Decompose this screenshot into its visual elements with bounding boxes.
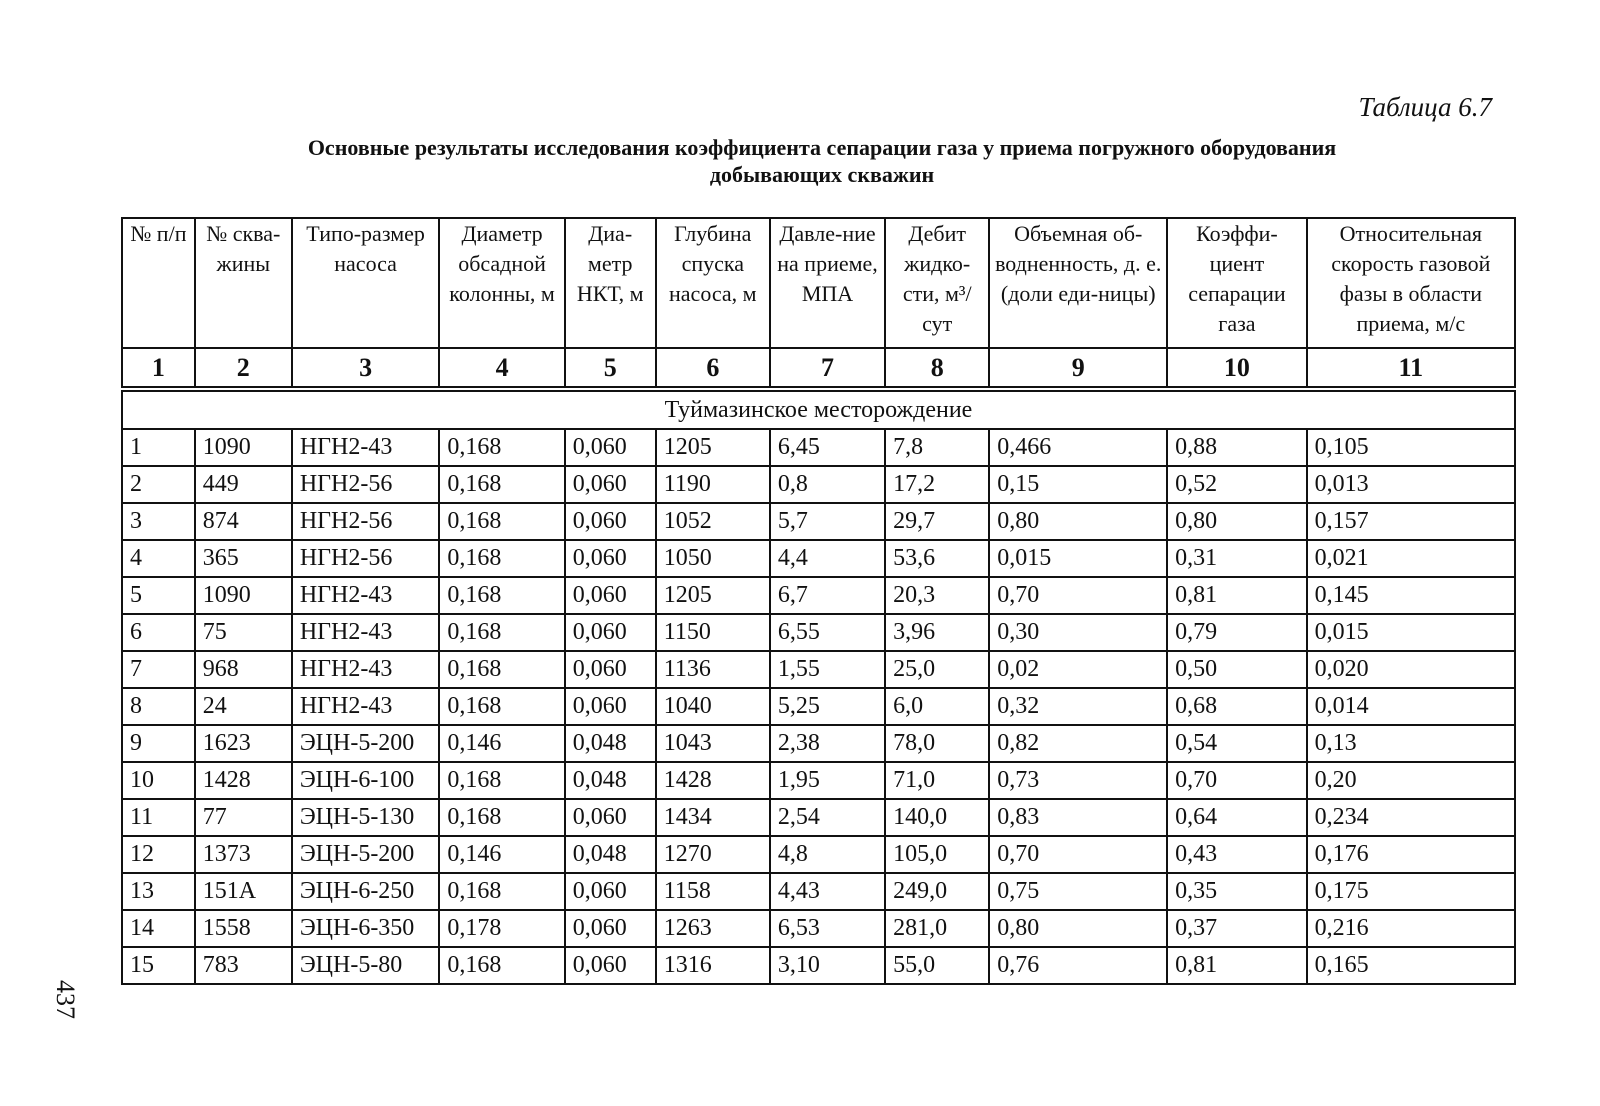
table-cell: 0,020 bbox=[1307, 651, 1515, 688]
table-cell: 0,68 bbox=[1167, 688, 1307, 725]
table-cell: ЭЦН-5-200 bbox=[292, 725, 440, 762]
table-cell: 78,0 bbox=[885, 725, 989, 762]
table-cell: 1,55 bbox=[770, 651, 885, 688]
table-cell: 0,81 bbox=[1167, 947, 1307, 984]
table-cell: 0,048 bbox=[565, 836, 656, 873]
table-cell: 0,168 bbox=[439, 503, 564, 540]
table-cell: 12 bbox=[122, 836, 195, 873]
table-row bbox=[122, 873, 1515, 910]
table-cell: 0,88 bbox=[1167, 429, 1307, 466]
table-cell: 1050 bbox=[656, 540, 770, 577]
table-cell: 0,060 bbox=[565, 429, 656, 466]
table-cell: 0,168 bbox=[439, 614, 564, 651]
table-cell: 0,216 bbox=[1307, 910, 1515, 947]
table-cell: 0,048 bbox=[565, 762, 656, 799]
table-cell: 24 bbox=[195, 688, 292, 725]
results-table bbox=[121, 217, 1516, 985]
table-cell: 0,80 bbox=[1167, 503, 1307, 540]
table-body bbox=[122, 429, 1515, 984]
table-cell: 5 bbox=[122, 577, 195, 614]
title-line-1: Основные результаты исследования коэффициента сепарации газа у приема погружного оборудования bbox=[307, 135, 1337, 160]
table-cell: 0,168 bbox=[439, 688, 564, 725]
table-cell: 3 bbox=[122, 503, 195, 540]
column-number-11: 11 bbox=[1307, 348, 1515, 389]
column-number-row bbox=[122, 348, 1515, 389]
table-cell: 0,81 bbox=[1167, 577, 1307, 614]
table-cell: 0,20 bbox=[1307, 762, 1515, 799]
table-cell: 0,168 bbox=[439, 651, 564, 688]
table-cell: 0,8 bbox=[770, 466, 885, 503]
table-cell: 6,7 bbox=[770, 577, 885, 614]
table-cell: 1205 bbox=[656, 577, 770, 614]
table-cell: ЭЦН-5-130 bbox=[292, 799, 440, 836]
table-cell: 0,76 bbox=[989, 947, 1167, 984]
column-header-11: Относительная скорость газовой фазы в области приема, м/с bbox=[1307, 218, 1515, 348]
table-cell: 0,32 bbox=[989, 688, 1167, 725]
table-cell: 0,80 bbox=[989, 910, 1167, 947]
table-cell: 1205 bbox=[656, 429, 770, 466]
table-row bbox=[122, 947, 1515, 984]
table-cell: 0,105 bbox=[1307, 429, 1515, 466]
table-cell: 0,168 bbox=[439, 429, 564, 466]
table-cell: 0,168 bbox=[439, 762, 564, 799]
table-cell: 0,43 bbox=[1167, 836, 1307, 873]
table-cell: 0,060 bbox=[565, 688, 656, 725]
column-number-10: 10 bbox=[1167, 348, 1307, 389]
table-cell: 1270 bbox=[656, 836, 770, 873]
table-caption: Таблица 6.7 bbox=[1358, 92, 1492, 122]
column-number-5: 5 bbox=[565, 348, 656, 389]
table-cell: 0,31 bbox=[1167, 540, 1307, 577]
table-cell: 1136 bbox=[656, 651, 770, 688]
table-cell: 0,52 bbox=[1167, 466, 1307, 503]
table-cell: 0,060 bbox=[565, 873, 656, 910]
table-cell: 11 bbox=[122, 799, 195, 836]
table-cell: 1,95 bbox=[770, 762, 885, 799]
table-cell: 0,146 bbox=[439, 725, 564, 762]
table-cell: 0,157 bbox=[1307, 503, 1515, 540]
table-cell: 0,35 bbox=[1167, 873, 1307, 910]
table-cell: 1428 bbox=[195, 762, 292, 799]
table-cell: 3,96 bbox=[885, 614, 989, 651]
table-cell: 1090 bbox=[195, 429, 292, 466]
table-row bbox=[122, 540, 1515, 577]
column-header-10: Коэффи-циент сепарации газа bbox=[1167, 218, 1307, 348]
table-cell: 4,8 bbox=[770, 836, 885, 873]
table-cell: ЭЦН-6-250 bbox=[292, 873, 440, 910]
table-cell: ЭЦН-6-350 bbox=[292, 910, 440, 947]
table-cell: 10 bbox=[122, 762, 195, 799]
table-cell: 29,7 bbox=[885, 503, 989, 540]
table-cell: 0,168 bbox=[439, 466, 564, 503]
table-row bbox=[122, 429, 1515, 466]
table-cell: ЭЦН-5-80 bbox=[292, 947, 440, 984]
table-cell: 0,50 bbox=[1167, 651, 1307, 688]
table-cell: 77 bbox=[195, 799, 292, 836]
table-cell: НГН2-43 bbox=[292, 429, 440, 466]
column-number-6: 6 bbox=[656, 348, 770, 389]
column-header-8: Дебит жидко-сти, м³/сут bbox=[885, 218, 989, 348]
table-cell: 0,02 bbox=[989, 651, 1167, 688]
table-cell: 1263 bbox=[656, 910, 770, 947]
table-cell: 15 bbox=[122, 947, 195, 984]
table-cell: 0,168 bbox=[439, 540, 564, 577]
table-cell: 75 bbox=[195, 614, 292, 651]
table-row bbox=[122, 577, 1515, 614]
column-header-9: Объемная об-водненность, д. е. (доли еди-ницы) bbox=[989, 218, 1167, 348]
table-cell: 0,060 bbox=[565, 614, 656, 651]
table-cell: 0,175 bbox=[1307, 873, 1515, 910]
table-cell: 449 bbox=[195, 466, 292, 503]
table-cell: 4 bbox=[122, 540, 195, 577]
table-cell: 1623 bbox=[195, 725, 292, 762]
table-cell: 0,165 bbox=[1307, 947, 1515, 984]
table-cell: 6,0 bbox=[885, 688, 989, 725]
table-cell: 1434 bbox=[656, 799, 770, 836]
table-cell: 14 bbox=[122, 910, 195, 947]
column-number-9: 9 bbox=[989, 348, 1167, 389]
table-cell: 8 bbox=[122, 688, 195, 725]
column-header-4: Диаметр обсадной колонны, м bbox=[439, 218, 564, 348]
table-cell: 0,146 bbox=[439, 836, 564, 873]
table-cell: 1040 bbox=[656, 688, 770, 725]
header-row bbox=[122, 218, 1515, 348]
table-cell: 0,73 bbox=[989, 762, 1167, 799]
table-cell: 0,014 bbox=[1307, 688, 1515, 725]
table-cell: 4,43 bbox=[770, 873, 885, 910]
table-cell: 783 bbox=[195, 947, 292, 984]
table-cell: 0,060 bbox=[565, 947, 656, 984]
table-cell: 2,38 bbox=[770, 725, 885, 762]
table-cell: 1090 bbox=[195, 577, 292, 614]
table-cell: 53,6 bbox=[885, 540, 989, 577]
table-row bbox=[122, 688, 1515, 725]
table-cell: 4,4 bbox=[770, 540, 885, 577]
table-cell: 17,2 bbox=[885, 466, 989, 503]
table-row bbox=[122, 836, 1515, 873]
table-cell: 2 bbox=[122, 466, 195, 503]
table-cell: 105,0 bbox=[885, 836, 989, 873]
table-cell: 6,55 bbox=[770, 614, 885, 651]
column-header-3: Типо-размер насоса bbox=[292, 218, 440, 348]
table-cell: 25,0 bbox=[885, 651, 989, 688]
section-title: Туймазинское месторождение bbox=[122, 389, 1515, 429]
section-row bbox=[122, 389, 1515, 429]
column-number-2: 2 bbox=[195, 348, 292, 389]
column-header-7: Давле-ние на приеме, МПА bbox=[770, 218, 885, 348]
table-cell: 0,168 bbox=[439, 873, 564, 910]
title-line-2: добывающих скважин bbox=[709, 162, 935, 187]
table-cell: 5,7 bbox=[770, 503, 885, 540]
table-row bbox=[122, 910, 1515, 947]
table-cell: 2,54 bbox=[770, 799, 885, 836]
table-cell: 0,176 bbox=[1307, 836, 1515, 873]
table-cell: 0,060 bbox=[565, 466, 656, 503]
table-cell: 1 bbox=[122, 429, 195, 466]
table-cell: 1373 bbox=[195, 836, 292, 873]
table-cell: 0,70 bbox=[989, 836, 1167, 873]
table-cell: 0,168 bbox=[439, 799, 564, 836]
table-cell: 0,060 bbox=[565, 540, 656, 577]
table-cell: 151А bbox=[195, 873, 292, 910]
column-number-1: 1 bbox=[122, 348, 195, 389]
table-cell: 71,0 bbox=[885, 762, 989, 799]
table-cell: 0,70 bbox=[1167, 762, 1307, 799]
table-cell: 0,060 bbox=[565, 799, 656, 836]
column-number-3: 3 bbox=[292, 348, 440, 389]
table-cell: 7,8 bbox=[885, 429, 989, 466]
table-cell: 249,0 bbox=[885, 873, 989, 910]
table-cell: 0,70 bbox=[989, 577, 1167, 614]
table-cell: 13 bbox=[122, 873, 195, 910]
table-cell: 6 bbox=[122, 614, 195, 651]
table-cell: НГН2-56 bbox=[292, 466, 440, 503]
table-cell: 1150 bbox=[656, 614, 770, 651]
table-cell: 0,021 bbox=[1307, 540, 1515, 577]
table-row bbox=[122, 614, 1515, 651]
table-cell: 0,79 bbox=[1167, 614, 1307, 651]
table-cell: 0,060 bbox=[565, 651, 656, 688]
column-number-4: 4 bbox=[439, 348, 564, 389]
table-cell: 3,10 bbox=[770, 947, 885, 984]
page-number: 437 bbox=[51, 980, 80, 1019]
table-row bbox=[122, 466, 1515, 503]
table-cell: 0,013 bbox=[1307, 466, 1515, 503]
table-cell: 0,30 bbox=[989, 614, 1167, 651]
table-cell: 0,82 bbox=[989, 725, 1167, 762]
table-row bbox=[122, 799, 1515, 836]
table-cell: 0,64 bbox=[1167, 799, 1307, 836]
table-cell: 0,54 bbox=[1167, 725, 1307, 762]
table-cell: НГН2-43 bbox=[292, 577, 440, 614]
table-cell: 0,80 bbox=[989, 503, 1167, 540]
document-title bbox=[0, 134, 1600, 188]
table-cell: 0,060 bbox=[565, 577, 656, 614]
table-cell: 9 bbox=[122, 725, 195, 762]
table-cell: 0,37 bbox=[1167, 910, 1307, 947]
table-cell: НГН2-56 bbox=[292, 503, 440, 540]
table-cell: 0,13 bbox=[1307, 725, 1515, 762]
table-cell: 0,466 bbox=[989, 429, 1167, 466]
table-cell: 55,0 bbox=[885, 947, 989, 984]
table-cell: 6,53 bbox=[770, 910, 885, 947]
table-cell: НГН2-43 bbox=[292, 688, 440, 725]
table-cell: 1316 bbox=[656, 947, 770, 984]
table-cell: 874 bbox=[195, 503, 292, 540]
table-cell: 365 bbox=[195, 540, 292, 577]
table-cell: 1428 bbox=[656, 762, 770, 799]
table-cell: 6,45 bbox=[770, 429, 885, 466]
table-cell: 0,015 bbox=[989, 540, 1167, 577]
table-cell: 0,75 bbox=[989, 873, 1167, 910]
table-cell: 0,15 bbox=[989, 466, 1167, 503]
table-cell: 281,0 bbox=[885, 910, 989, 947]
column-number-8: 8 bbox=[885, 348, 989, 389]
table-cell: НГН2-43 bbox=[292, 651, 440, 688]
table-cell: НГН2-56 bbox=[292, 540, 440, 577]
table-cell: 140,0 bbox=[885, 799, 989, 836]
table-cell: 5,25 bbox=[770, 688, 885, 725]
table-cell: 1158 bbox=[656, 873, 770, 910]
column-header-1: № п/п bbox=[122, 218, 195, 348]
table-cell: 20,3 bbox=[885, 577, 989, 614]
table-cell: ЭЦН-5-200 bbox=[292, 836, 440, 873]
table-cell: 968 bbox=[195, 651, 292, 688]
table-cell: 0,168 bbox=[439, 577, 564, 614]
table-cell: 0,060 bbox=[565, 503, 656, 540]
column-header-5: Диа-метр НКТ, м bbox=[565, 218, 656, 348]
table-cell: 0,145 bbox=[1307, 577, 1515, 614]
table-cell: 0,168 bbox=[439, 947, 564, 984]
table-cell: 0,048 bbox=[565, 725, 656, 762]
table-row bbox=[122, 503, 1515, 540]
table-cell: 0,178 bbox=[439, 910, 564, 947]
table-cell: 1558 bbox=[195, 910, 292, 947]
column-header-2: № сква-жины bbox=[195, 218, 292, 348]
table-row bbox=[122, 725, 1515, 762]
table-cell: 1190 bbox=[656, 466, 770, 503]
table-cell: 0,83 bbox=[989, 799, 1167, 836]
table-row bbox=[122, 651, 1515, 688]
table-row bbox=[122, 762, 1515, 799]
table-cell: 1052 bbox=[656, 503, 770, 540]
column-header-6: Глубина спуска насоса, м bbox=[656, 218, 770, 348]
table-cell: 0,060 bbox=[565, 910, 656, 947]
table-cell: 0,234 bbox=[1307, 799, 1515, 836]
table-cell: 1043 bbox=[656, 725, 770, 762]
table-cell: НГН2-43 bbox=[292, 614, 440, 651]
table-cell: 0,015 bbox=[1307, 614, 1515, 651]
column-number-7: 7 bbox=[770, 348, 885, 389]
table-cell: 7 bbox=[122, 651, 195, 688]
table-cell: ЭЦН-6-100 bbox=[292, 762, 440, 799]
